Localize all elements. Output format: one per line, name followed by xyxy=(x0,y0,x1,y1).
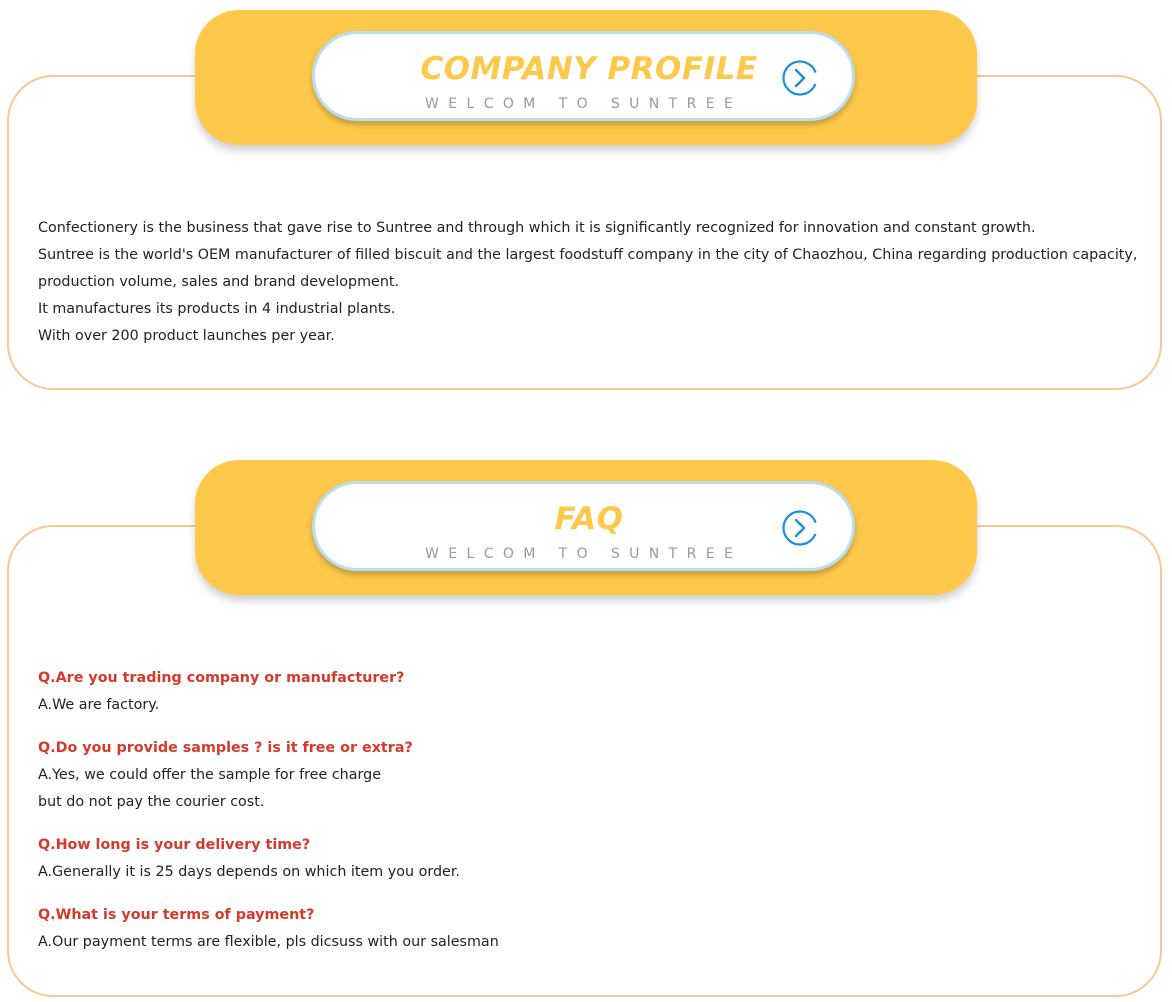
faq-item xyxy=(38,735,1148,816)
faq-title: FAQ xyxy=(554,501,624,537)
company-profile-text xyxy=(38,215,1148,350)
faq-section xyxy=(0,450,1172,1002)
faq-answer: but do not pay the courier cost. xyxy=(38,794,265,810)
circle-chevron-right-icon[interactable] xyxy=(781,59,819,97)
company-profile-header-tab xyxy=(195,10,977,145)
faq-answer: A.We are factory. xyxy=(38,697,160,713)
faq-question: Q.Do you provide samples ? is it free or extra? xyxy=(38,740,413,756)
profile-paragraph: Confectionery is the business that gave rise to Suntree and through which it is significantly recognized for innovation and constant growth. xyxy=(38,220,1036,236)
profile-paragraph: It manufactures its products in 4 industrial plants. xyxy=(38,301,396,317)
faq-answer: A.Our payment terms are flexible, pls dicsuss with our salesman xyxy=(38,934,499,950)
profile-paragraph: Suntree is the world's OEM manufacturer of filled biscuit and the largest foodstuff company in the city of Chaozhou, China regarding production capacity, xyxy=(38,247,1138,263)
faq-header-tab xyxy=(195,460,977,595)
faq-item xyxy=(38,832,1148,886)
company-profile-title: COMPANY PROFILE xyxy=(420,51,758,87)
profile-paragraph: production volume, sales and brand development. xyxy=(38,274,400,290)
faq-subtitle: WELCOM TO SUNTREE xyxy=(425,546,743,562)
faq-answer: A.Yes, we could offer the sample for free charge xyxy=(38,767,381,783)
profile-paragraph: With over 200 product launches per year. xyxy=(38,328,335,344)
faq-item xyxy=(38,902,1148,956)
faq-question: Q.Are you trading company or manufacturer? xyxy=(38,670,405,686)
faq-list xyxy=(38,665,1148,972)
circle-chevron-right-icon[interactable] xyxy=(781,509,819,547)
faq-question: Q.How long is your delivery time? xyxy=(38,837,311,853)
company-profile-header-pill[interactable] xyxy=(312,31,855,121)
faq-header-pill[interactable] xyxy=(312,481,855,571)
faq-answer: A.Generally it is 25 days depends on which item you order. xyxy=(38,864,460,880)
company-profile-subtitle: WELCOM TO SUNTREE xyxy=(425,96,743,112)
faq-question: Q.What is your terms of payment? xyxy=(38,907,315,923)
company-profile-section xyxy=(0,0,1172,395)
faq-item xyxy=(38,665,1148,719)
